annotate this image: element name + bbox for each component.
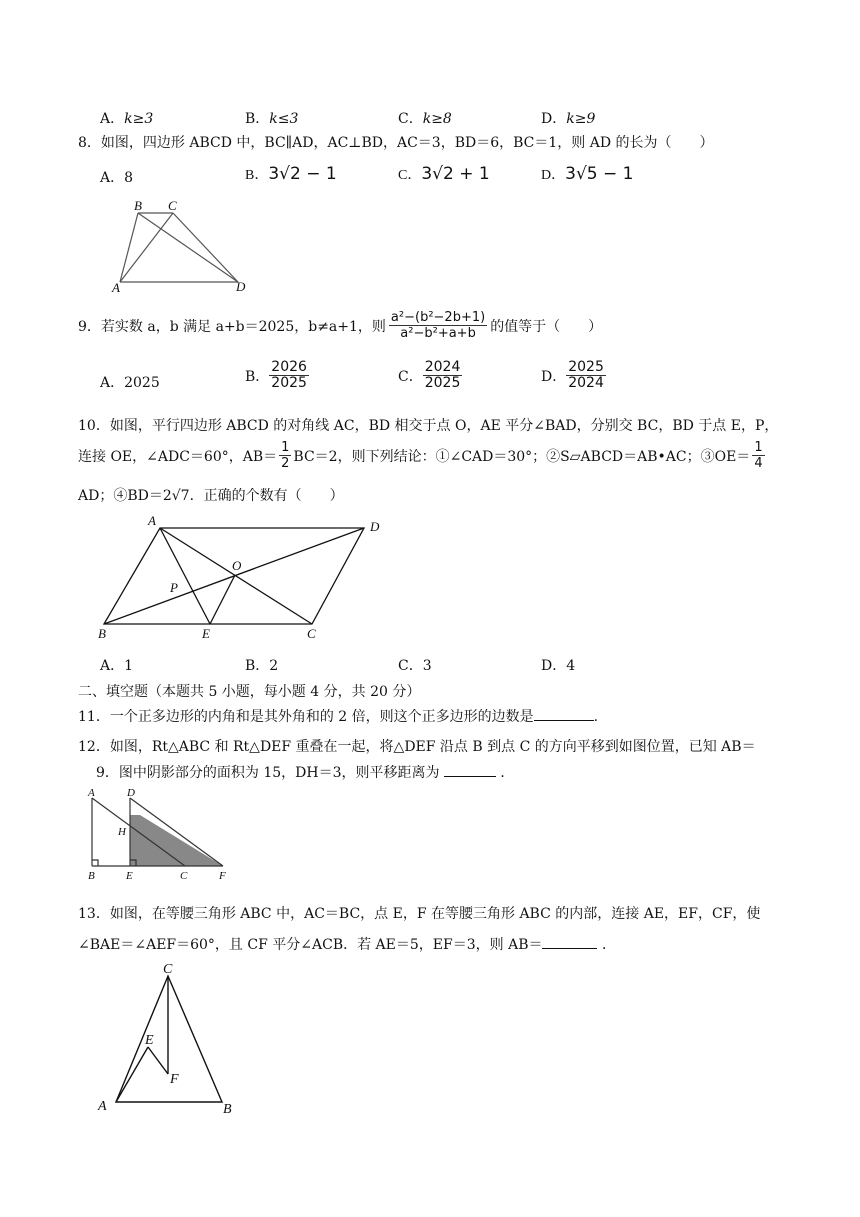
q12-label-c: C xyxy=(180,870,188,882)
q12-line1: 12．如图，Rt△ABC 和 Rt△DEF 重叠在一起，将△DEF 沿点 B 到点 C 的方向平移到如图位置，已知 AB＝ xyxy=(78,739,756,755)
q12-figure xyxy=(82,784,242,884)
q12-line2: 9．图中阴影部分的面积为 15，DH＝3，则平移距离为 ． xyxy=(96,765,515,781)
q8-diagonal-bd xyxy=(138,213,238,282)
q13-line2: ∠BAE＝∠AEF＝60°，且 CF 平分∠ACB．若 AE＝5，EF＝3，则 AB＝ ． xyxy=(78,937,616,953)
q13-label-b: B xyxy=(223,1102,232,1117)
q13-label-e: E xyxy=(145,1033,154,1048)
q10-option-c: C．3 xyxy=(398,658,432,674)
q7-option-a: A．k≥3 xyxy=(100,111,154,127)
q8-label-c: C xyxy=(168,200,177,213)
q9-option-d: D． $\frac{2025}{2024}$ xyxy=(541,359,604,391)
q8-option-c-expr: 3√2 + 1 xyxy=(421,164,490,184)
q10-label-p: P xyxy=(170,580,178,595)
q11-text: 11．一个正多边形的内角和是其外角和的 2 倍，则这个正多边形的边数是 xyxy=(78,709,534,725)
q10-line3: AD；④BD＝2√7．正确的个数有（ ） xyxy=(78,488,344,504)
q12-label-f: F xyxy=(219,870,226,882)
q8-option-d: D．3√5 − 1 xyxy=(541,164,634,184)
q10-line2: 连接 OE，∠ADC＝60°，AB＝ $\frac{1}{2}$ BC＝2，则下列结论：①∠CAD＝30°；②S▱ABCD＝AB•AC；③OE＝ $\frac{1}{4}$ xyxy=(78,440,763,471)
q9-option-c: C． $\frac{2024}{2025}$ xyxy=(398,359,461,391)
q8-option-b: B．3√2 − 1 xyxy=(245,164,337,184)
q8-option-a: A．8 xyxy=(100,170,134,186)
q10-quarter-fraction: $\frac{1}{4}$ xyxy=(754,440,763,471)
q12-label-e: E xyxy=(126,870,133,882)
q10-label-d: D xyxy=(370,519,380,534)
q10-label-a: A xyxy=(148,513,156,528)
q9-stem-pre: 9．若实数 a，b 满足 a+b＝2025，b≠a+1，则 xyxy=(78,318,386,335)
q12-label-h: H xyxy=(118,826,126,838)
q7-option-a-text: k≥3 xyxy=(124,111,154,127)
q9-fraction-num: a²−(b²−2b+1) xyxy=(390,310,486,325)
q8-segment-cd xyxy=(173,213,238,282)
q10-option-b: B．2 xyxy=(245,658,279,674)
q8-label-d: D xyxy=(236,279,246,294)
section-fill-in-title: 二、填空题（本题共 5 小题，每小题 4 分，共 20 分） xyxy=(78,684,421,700)
q12-right-angle-b xyxy=(92,860,98,866)
q11-answer-blank[interactable] xyxy=(534,708,594,721)
q13-line1: 13．如图，在等腰三角形 ABC 中，AC＝BC，点 E，F 在等腰三角形 ABC 的内部，连接 AE，EF，CF，使 xyxy=(78,906,761,922)
q8-figure-lines xyxy=(120,213,238,282)
q10-segment-oe xyxy=(210,575,235,624)
q8-figure xyxy=(108,200,258,295)
q7-option-d-text: k≥9 xyxy=(566,111,596,127)
q10-half-fraction: $\frac{1}{2}$ xyxy=(281,440,290,471)
q12-label-a: A xyxy=(88,787,95,799)
q13-label-a: A xyxy=(98,1099,107,1114)
q10-option-d: D．4 xyxy=(541,658,576,674)
q12-answer-blank[interactable] xyxy=(444,764,496,777)
q8-stem: 8．如图，四边形 ABCD 中，BC∥AD，AC⊥BD，AC＝3，BD＝6，BC＝1，则 AD 的长为（ ） xyxy=(78,135,714,151)
q12-shaded-region xyxy=(130,815,223,866)
q9-option-b: B． $\frac{2026}{2025}$ xyxy=(245,359,307,391)
q13-label-f: F xyxy=(170,1072,179,1087)
q7-option-d: D．k≥9 xyxy=(541,111,596,127)
q13-label-c: C xyxy=(163,962,173,977)
q8-option-c: C．3√2 + 1 xyxy=(398,164,490,184)
q7-option-c: C．k≥8 xyxy=(398,111,452,127)
q13-triangle-abc xyxy=(116,976,222,1102)
q10-figure xyxy=(92,512,392,644)
q10-line1: 10．如图，平行四边形 ABCD 的对角线 AC，BD 相交于点 O，AE 平分∠BAD，分别交 BC，BD 于点 E，P， xyxy=(78,418,779,434)
q9-option-a: A．2025 xyxy=(100,375,160,391)
q8-segment-ab xyxy=(120,213,138,282)
q10-figure-lines xyxy=(104,528,364,624)
q10-label-e: E xyxy=(202,626,210,641)
q13-figure-lines xyxy=(116,976,222,1102)
q10-diagonal-ac xyxy=(160,528,312,624)
q9-stem-post: 的值等于（ ） xyxy=(490,318,603,335)
q8-diagonal-ac xyxy=(120,213,173,282)
q10-label-c: C xyxy=(307,626,316,641)
q12-label-b: B xyxy=(88,870,95,882)
q8-label-b: B xyxy=(134,200,142,213)
q11: 11．一个正多边形的内角和是其外角和的 2 倍，则这个正多边形的边数是 . xyxy=(78,709,599,725)
q10-segment-ae xyxy=(160,528,210,624)
q8-label-a: A xyxy=(112,280,120,295)
q9-main-fraction xyxy=(389,310,487,341)
q13-segment-ae xyxy=(116,1047,148,1102)
q10-label-b: B xyxy=(98,626,106,641)
q10-option-a: A．1 xyxy=(100,658,134,674)
q7-option-c-text: k≥8 xyxy=(422,111,452,127)
q8-option-d-expr: 3√5 − 1 xyxy=(565,164,634,184)
q13-segment-ef xyxy=(148,1047,168,1074)
q7-option-b-text: k≤3 xyxy=(269,111,299,127)
q13-answer-blank[interactable] xyxy=(542,936,597,949)
q9-stem xyxy=(78,310,602,341)
q7-option-b: B．k≤3 xyxy=(245,111,299,127)
q9-fraction-den: a²−b²+a+b xyxy=(400,326,476,341)
q10-label-o: O xyxy=(232,558,242,573)
q13-figure xyxy=(92,958,242,1118)
q12-label-d: D xyxy=(127,787,135,799)
q8-option-b-expr: 3√2 − 1 xyxy=(268,164,337,184)
